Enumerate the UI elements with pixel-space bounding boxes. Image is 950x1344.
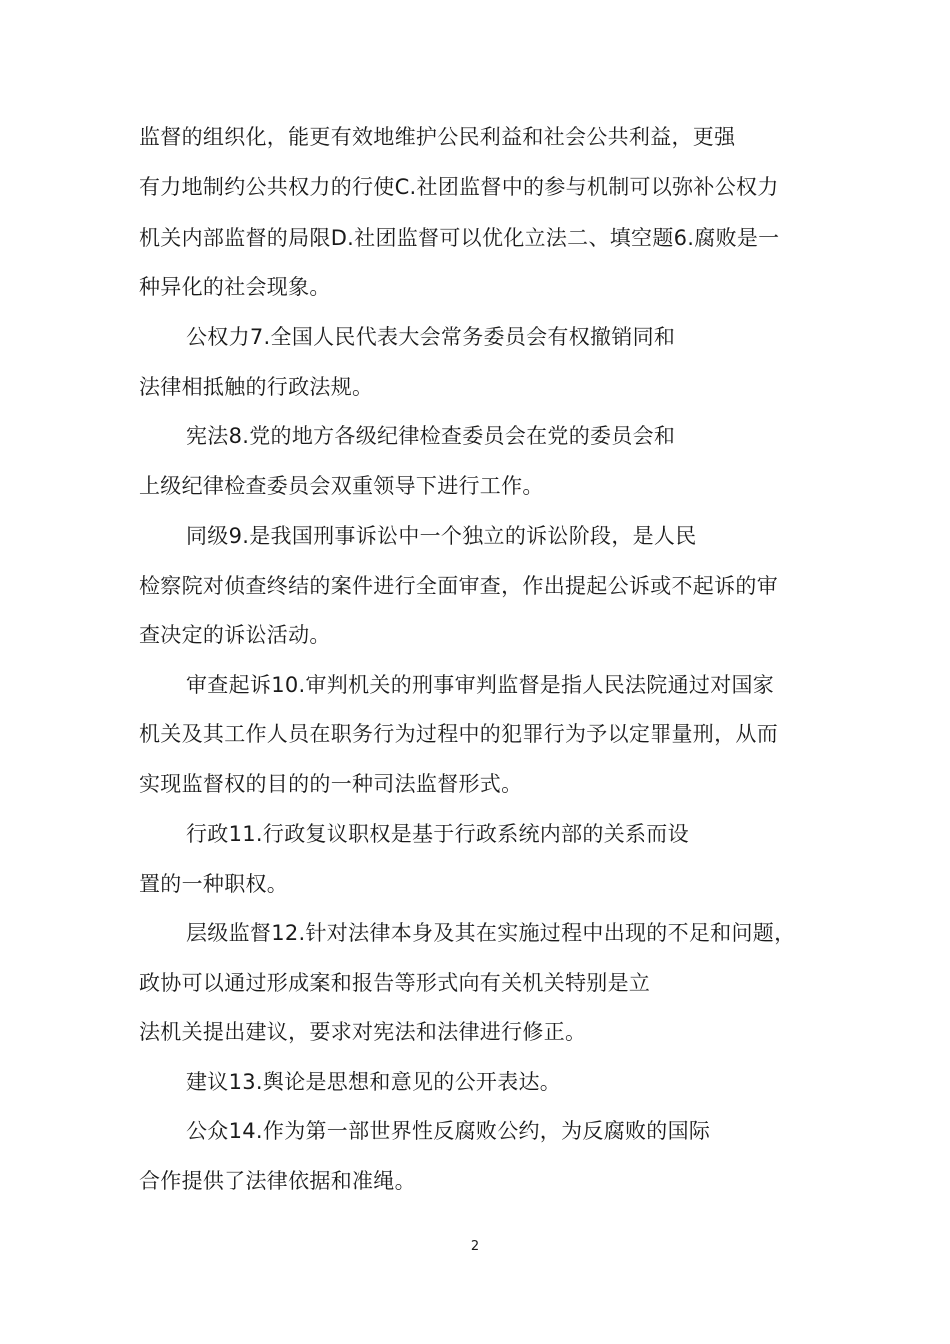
text-line: 公权力7.全国人民代表大会常务委员会有权撤销同和 [186,325,676,349]
text-line: 宪法8.党的地方各级纪律检查委员会在党的委员会和 [186,424,676,448]
text-line: 实现监督权的目的的一种司法监督形式。 [139,772,523,796]
text-line: 上级纪律检查委员会双重领导下进行工作。 [139,474,544,498]
text-line: 检察院对侦查终结的案件进行全面审查，作出提起公诉或不起诉的审 [139,574,778,598]
text-line: 查决定的诉讼活动。 [139,623,331,647]
text-line: 合作提供了法律依据和准绳。 [139,1169,416,1193]
text-line: 建议13.舆论是思想和意见的公开表达。 [186,1070,562,1094]
text-line: 置的一种职权。 [139,872,289,896]
text-line: 行政11.行政复议职权是基于行政系统内部的关系而设 [186,822,689,846]
text-line: 机关内部监督的局限D.社团监督可以优化立法二、填空题6.腐败是一 [139,226,780,250]
text-line: 法律相抵触的行政法规。 [139,375,374,399]
text-line: 法机关提出建议，要求对宪法和法律进行修正。 [139,1020,587,1044]
text-line: 有力地制约公共权力的行使C.社团监督中的参与机制可以弥补公权力 [139,175,779,199]
text-line: 公众14.作为第一部世界性反腐败公约，为反腐败的国际 [186,1119,711,1143]
text-line: 政协可以通过形成案和报告等形式向有关机关特别是立 [139,971,651,995]
text-line: 种异化的社会现象。 [139,275,331,299]
page-number: 2 [470,1239,480,1254]
text-line: 同级9.是我国刑事诉讼中一个独立的诉讼阶段，是人民 [186,524,697,548]
text-line: 监督的组织化，能更有效地维护公民利益和社会公共利益，更强 [139,125,736,149]
text-line: 层级监督12.针对法律本身及其在实施过程中出现的不足和问题， [186,921,796,945]
text-line: 审查起诉10.审判机关的刑事审判监督是指人民法院通过对国家 [186,673,775,697]
text-line: 机关及其工作人员在职务行为过程中的犯罪行为予以定罪量刑，从而 [139,722,778,746]
